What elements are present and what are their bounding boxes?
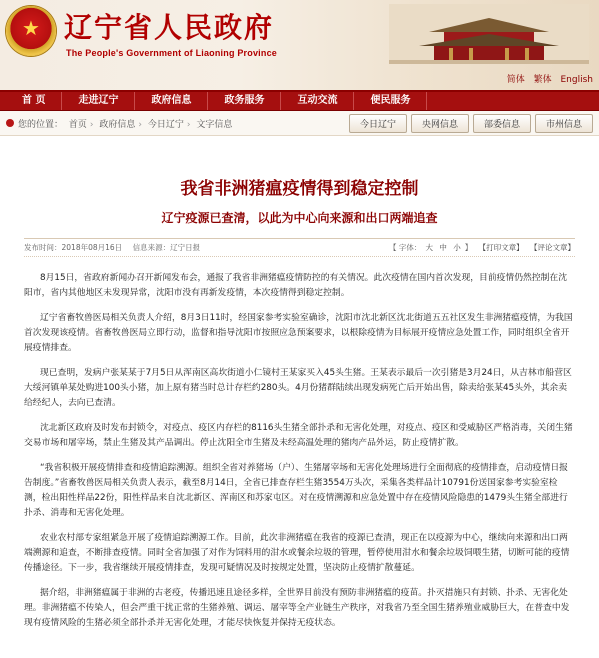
site-title: 辽宁省人民政府	[64, 11, 275, 44]
tab-today-liaoning[interactable]: 今日辽宁	[349, 114, 407, 133]
font-size-close: 】	[464, 243, 473, 252]
article-meta	[24, 238, 575, 257]
info-source: 信息来源：辽宁日报	[132, 243, 201, 252]
article-paragraph: 辽宁省畜牧兽医局相关负责人介绍，8月3日11时，经国家参考实验室确诊，沈阳市沈北新区沈北街道五五社区发生非洲猪瘟疫情，为我国首次发现该疫情。省畜牧兽医局立即行动，监督和指导沈阳市按照应急预案要求，以根除疫情为目标展开疫情应急处置工作，同时组织全省开展疫情排查。	[24, 313, 573, 353]
nav-item-about-liaoning[interactable]: 走进辽宁	[62, 92, 135, 110]
font-size-label: 【 字体：	[389, 243, 422, 252]
font-size-medium[interactable]: 中	[439, 243, 447, 252]
article-paragraph: 农业农村部专家组紧急开展了疫情追踪溯源工作。目前，此次非洲猪瘟在我省的疫源已查清，现正在以疫源为中心，继续向来源和出口两端溯源和追查，不断排查疫情。同时全省加强了对作为饲料用的泔水或餐余垃圾的管理，暂停使用泔水和餐余垃圾饲喂生猪，切断可能的疫情传播途径。下一步，我省继续开展疫情排查，发现可疑情况及时按规定处置，坚决防止疫情扩散蔓延。	[24, 533, 570, 573]
article-title: 我省非洲猪瘟疫情得到稳定控制	[180, 179, 419, 199]
lang-link-traditional[interactable]: 繁体	[533, 75, 552, 85]
national-emblem-icon	[6, 6, 56, 56]
print-article-link[interactable]: 【打印文章】	[478, 243, 524, 252]
article-body	[24, 271, 575, 631]
tab-city-info[interactable]: 市州信息	[535, 114, 593, 133]
publish-time: 发布时间：2018年08月16日	[24, 243, 123, 252]
lang-link-simplified[interactable]: 简体	[506, 75, 525, 85]
article-paragraph: 沈北新区政府及时发布封锁令，对疫点、疫区内存栏的8116头生猪全部扑杀和无害化处理，对疫点、疫区和受威胁区严格消毒，关闭生猪交易市场和屠宰场，禁止生猪及其产品调出。停止沈阳全市生猪及未经高温处理的猪肉产品外运，防止疫情扩散。	[24, 423, 573, 448]
lang-link-english[interactable]: English	[560, 75, 593, 85]
breadcrumb-text-info[interactable]: 文字信息	[196, 119, 233, 130]
comment-article-link[interactable]: 【评论文章】	[530, 243, 575, 252]
article-paragraph: 现已查明，发病户张某某于7月5日从浑南区高坎街道小仁镜村王某家买入45头生猪。王某表示最后一次引猪是3月24日，从吉林市船营区大绥河镇单某处购进100头小猪，加上原有猪当时总计存栏约280头。4月份猪群陆续出现发病死亡后开始出售，除卖给张某45头外，其余卖给经纪人，去向已查清。	[24, 368, 572, 408]
tab-central-info[interactable]: 央网信息	[411, 114, 469, 133]
nav-item-home[interactable]: 首 页	[0, 92, 62, 110]
palace-illustration	[389, 4, 589, 64]
nav-item-public-services[interactable]: 便民服务	[354, 92, 427, 110]
article-subtitle: 辽宁疫源已查清，以此为中心向来源和出口两端追查	[161, 211, 438, 225]
breadcrumb-home[interactable]: 首页	[68, 119, 87, 130]
tab-ministry-info[interactable]: 部委信息	[473, 114, 531, 133]
site-subtitle: The People's Government of Liaoning Province	[66, 48, 277, 58]
breadcrumb-today[interactable]: 今日辽宁	[147, 119, 184, 130]
site-header	[0, 0, 599, 92]
nav-item-gov-info[interactable]: 政府信息	[135, 92, 208, 110]
nav-item-interaction[interactable]: 互动交流	[281, 92, 354, 110]
article-paragraph: 8月15日，省政府新闻办召开新闻发布会，通报了我省非洲猪瘟疫情防控的有关情况。此次疫情在国内首次发现，目前疫情仍然控制在沈阳市，省内其他地区未发现异常，沈阳市没有再新发疫情，本次疫情得到稳定控制。	[24, 273, 568, 298]
location-icon	[6, 119, 14, 127]
main-nav	[0, 92, 599, 111]
font-size-small[interactable]: 小	[453, 243, 461, 252]
breadcrumb-prefix: 您的位置：	[18, 119, 64, 130]
nav-item-gov-services[interactable]: 政务服务	[208, 92, 281, 110]
info-tabs	[349, 114, 593, 133]
language-links	[501, 72, 593, 85]
breadcrumb-gov-info[interactable]: 政府信息	[99, 119, 136, 130]
article-paragraph: “我省积极开展疫情排查和疫情追踪溯源。组织全省对养猪场（户）、生猪屠宰场和无害化处理场进行全面彻底的疫情排查，启动疫情日报告制度。”省畜牧兽医局相关负责人表示，截至8月14日，全省已排查存栏生猪3554万头次，采集各类样品计10791份送国家参考实验室检测，检出阳性样品22份，阳性样品来自沈北新区、浑南区和苏家屯区。对在疫情溯源和应急处置中存在疫情风险隐患的1479头生猪全部进行扑杀、消毒和无害化处理。	[24, 463, 568, 518]
article-paragraph: 据介绍，非洲猪瘟属于非洲的古老疫，传播迅速且途径多样，全世界目前没有预防非洲猪瘟的疫苗。扑灭措施只有封锁、扑杀、无害化处理。非洲猪瘟不传染人，但会严重干扰正常的生猪养殖、调运、屠宰等全产业链生产秩序，对我省乃至全国生猪养殖业威胁巨大，在普查中发现有疫情风险的生猪必须全部扑杀并无害化处理，才能尽快恢复并保持无疫状态。	[24, 588, 570, 628]
breadcrumb-bar	[0, 111, 599, 136]
font-size-large[interactable]: 大	[425, 243, 433, 252]
breadcrumb: 您的位置： 首页 › 政府信息 › 今日辽宁 › 文字信息	[18, 119, 233, 130]
article-container	[0, 174, 599, 631]
